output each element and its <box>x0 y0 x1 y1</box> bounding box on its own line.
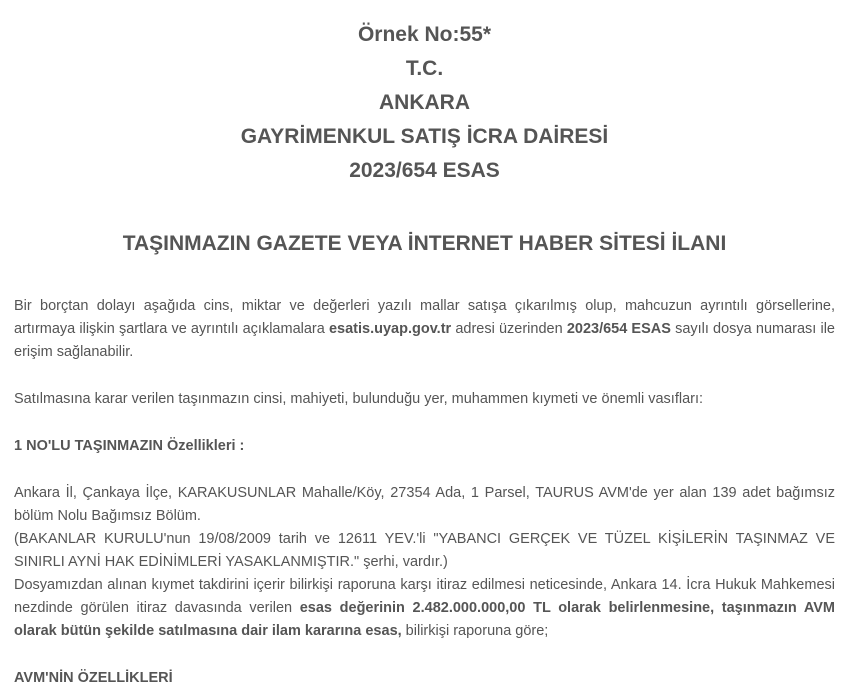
document-title: TAŞINMAZIN GAZETE VEYA İNTERNET HABER SİTESİ İLANI <box>122 232 727 255</box>
city-label: ANKARA <box>379 91 470 114</box>
property-details <box>14 482 835 643</box>
case-number: 2023/654 ESAS <box>349 159 500 182</box>
office-name: GAYRİMENKUL SATIŞ İCRA DAİRESİ <box>240 125 609 148</box>
property-annotation: (BAKANLAR KURULU'nun 19/08/2009 tarih ve 12611 YEV.'li "YABANCI GERÇEK VE TÜZEL KİŞİLERİN TAŞINMAZ VE SINIRLI AYNİ HAK EDİNİMLERİ YASAKLANMIŞTIR." şerhi, vardır.) <box>14 531 835 570</box>
property-valuation <box>14 574 835 643</box>
valuation-text-1: Dosyamızdan alınan kıymet takdirini içerir bilirkişi raporuna karşı itiraz edilmesi neticesinde, Ankara 14. İcra Hukuk Mahkemesi nezdinde görülen itiraz davasında verilen <box>14 577 835 616</box>
document-page <box>14 18 835 690</box>
esatis-site-link: esatis.uyap.gov.tr <box>328 321 452 337</box>
property-heading-text: 1 NO'LU TAŞINMAZIN Özellikleri : <box>14 438 245 454</box>
property-heading <box>14 435 835 458</box>
example-number: Örnek No:55* <box>357 23 492 46</box>
valuation-bold-text: esas değerinin 2.482.000.000,00 TL olarak belirlenmesine, taşınmazın AVM olarak bütün şekilde satılmasına dair ilam kararına esas, <box>14 600 835 639</box>
intro-case-ref: 2023/654 ESAS <box>566 321 671 337</box>
intro-paragraph <box>14 295 835 364</box>
sold-property-intro: Satılmasına karar verilen taşınmazın cinsi, mahiyeti, bulunduğu yer, muhammen kıymeti ve önemli vasıfları: <box>14 391 704 407</box>
valuation-text-2: bilirkişi raporuna göre; <box>401 623 549 639</box>
intro-text-2: adresi üzerinden <box>451 321 567 337</box>
intro-text-3: sayılı dosya numarası ile erişim sağlanabilir. <box>14 321 835 360</box>
next-section-heading <box>14 667 835 690</box>
property-location: Ankara İl, Çankaya İlçe, KARAKUSUNLAR Mahalle/Köy, 27354 Ada, 1 Parsel, TAURUS AVM'de yer alan 139 adet bağımsız bölüm Nolu Bağımsız Bölüm. <box>14 485 835 524</box>
intro-text-1: Bir borçtan dolayı aşağıda cins, miktar ve değerleri yazılı mallar satışa çıkarılmış olup, mahcuzun ayrıntılı görsellerine, artırmaya ilişkin şartlara ve ayrıntılı açıklamalara <box>14 298 835 337</box>
country-label: T.C. <box>405 57 444 80</box>
next-section-heading-text: AVM'NİN ÖZELLİKLERİ <box>14 670 173 686</box>
